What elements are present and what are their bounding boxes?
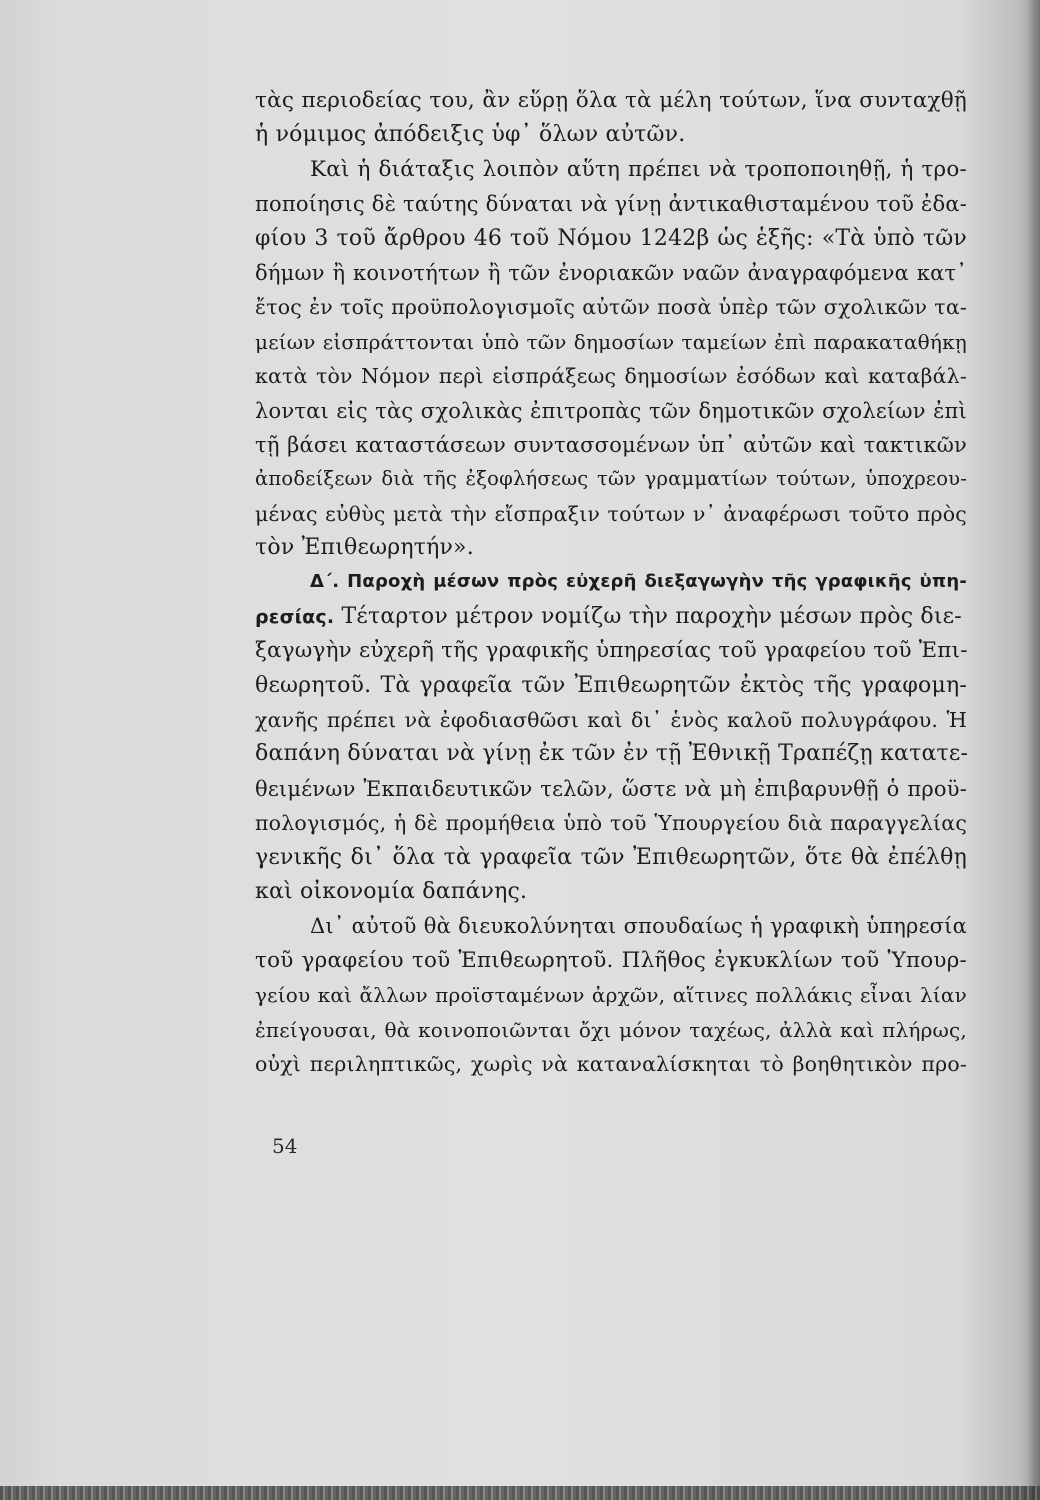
text-line: τοῦ γραφείου τοῦ Ἐπιθεωρητοῦ. Πλῆθος ἐγκυκλίων τοῦ Ὑπουρ- — [255, 947, 967, 973]
text-line: θεωρητοῦ. Τὰ γραφεῖα τῶν Ἐπιθεωρητῶν ἐκτὸς τῆς γραφομη- — [255, 672, 967, 698]
text-line: μείων εἰσπράττονται ὑπὸ τῶν δημοσίων ταμείων ἐπὶ παρακαταθήκῃ — [255, 329, 967, 354]
section-heading-continued — [255, 600, 967, 634]
text-line: ποποίησις δὲ ταύτης δύναται νὰ γίνῃ ἀντικαθισταμένου τοῦ ἐδα- — [255, 192, 967, 217]
text-line: ξαγωγὴν εὐχερῆ τῆς γραφικῆς ὑπηρεσίας τοῦ γραφείου τοῦ Ἐπι- — [255, 638, 968, 664]
page-number: 54 — [272, 1134, 298, 1158]
text-run: Τέταρτον μέτρον νομίζω τὴν παροχὴν μέσων πρὸς διε- — [341, 603, 962, 629]
text-line: ἡ νόμιμος ἀπόδειξις ὑφ᾽ ὅλων αὐτῶν. — [255, 122, 686, 148]
text-line: τὰς περιοδείας του, ἂν εὕρῃ ὅλα τὰ μέλη τούτων, ἵνα συνταχθῇ — [255, 88, 967, 113]
section-heading: Δ΄. Παροχὴ μέσων πρὸς εὐχερῆ διεξαγωγὴν τῆς γραφικῆς ὑπη- — [310, 571, 967, 593]
text-line: γείου καὶ ἄλλων προϊσταμένων ἀρχῶν, αἵτινες πολλάκις εἶναι λίαν — [255, 983, 967, 1008]
text-line: δαπάνη δύναται νὰ γίνῃ ἐκ τῶν ἐν τῇ Ἐθνικῇ Τραπέζῃ κατατε- — [255, 741, 969, 767]
text-line: μένας εὐθὺς μετὰ τὴν εἴσπραξιν τούτων ν᾽ ἀναφέρωσι τοῦτο πρὸς — [255, 501, 967, 526]
paragraph-start-line: Δι᾽ αὐτοῦ θὰ διευκολύνηται σπουδαίως ἡ γραφικὴ ὑπηρεσία — [310, 914, 967, 939]
text-line: πολογισμός, ἡ δὲ προμήθεια ὑπὸ τοῦ Ὑπουργείου διὰ παραγγελίας — [255, 811, 967, 836]
text-line: τὸν Ἐπιθεωρητήν». — [255, 535, 474, 561]
section-heading-end: ρεσίας. — [255, 605, 335, 628]
paragraph-start-line: Καὶ ἡ διάταξις λοιπὸν αὕτη πρέπει νὰ τροποποιηθῇ, ἡ τρο- — [310, 156, 967, 182]
text-line: καὶ οἰκονομία δαπάνης. — [255, 878, 528, 904]
text-line: γενικῆς δι᾽ ὅλα τὰ γραφεῖα τῶν Ἐπιθεωρητῶν, ὅτε θὰ ἐπέλθῃ — [255, 844, 967, 870]
text-line: οὐχὶ περιληπτικῶς, χωρὶς νὰ καταναλίσκηται τὸ βοηθητικὸν προ- — [255, 1051, 967, 1076]
text-line: τῇ βάσει καταστάσεων συντασσομένων ὑπ᾽ αὐτῶν καὶ τακτικῶν — [255, 432, 967, 457]
text-line: ἀποδείξεων διὰ τῆς ἐξοφλήσεως τῶν γραμματίων τούτων, ὑποχρεου- — [255, 467, 967, 491]
text-line: ἔτος ἐν τοῖς προϋπολογισμοῖς αὐτῶν ποσὰ ὑπὲρ τῶν σχολικῶν τα- — [255, 295, 967, 320]
text-line: κατὰ τὸν Νόμον περὶ εἰσπράξεως δημοσίων ἐσόδων καὶ καταβάλ- — [255, 364, 967, 389]
page-bottom-edge — [0, 1486, 1040, 1500]
text-line: χανῆς πρέπει νὰ ἐφοδιασθῶσι καὶ δι᾽ ἑνὸς καλοῦ πολυγράφου. Ἡ — [255, 708, 967, 733]
page-spine-shadow — [1026, 0, 1040, 1500]
text-line: λονται εἰς τὰς σχολικὰς ἐπιτροπὰς τῶν δημοτικῶν σχολείων ἐπὶ — [255, 398, 967, 423]
text-line: δήμων ἢ κοινοτήτων ἢ τῶν ἐνοριακῶν ναῶν ἀναγραφόμενα κατ᾽ — [255, 260, 967, 285]
body-text — [255, 84, 967, 1081]
text-line: ἐπείγουσαι, θὰ κοινοποιῶνται ὄχι μόνον ταχέως, ἀλλὰ καὶ πλήρως, — [255, 1017, 967, 1042]
text-line: θειμένων Ἐκπαιδευτικῶν τελῶν, ὥστε νὰ μὴ ἐπιβαρυνθῇ ὁ προϋ- — [255, 776, 967, 801]
text-line: φίου 3 τοῦ ἄρθρου 46 τοῦ Νόμου 1242β ὡς ἑξῆς: «Τὰ ὑπὸ τῶν — [255, 225, 967, 251]
